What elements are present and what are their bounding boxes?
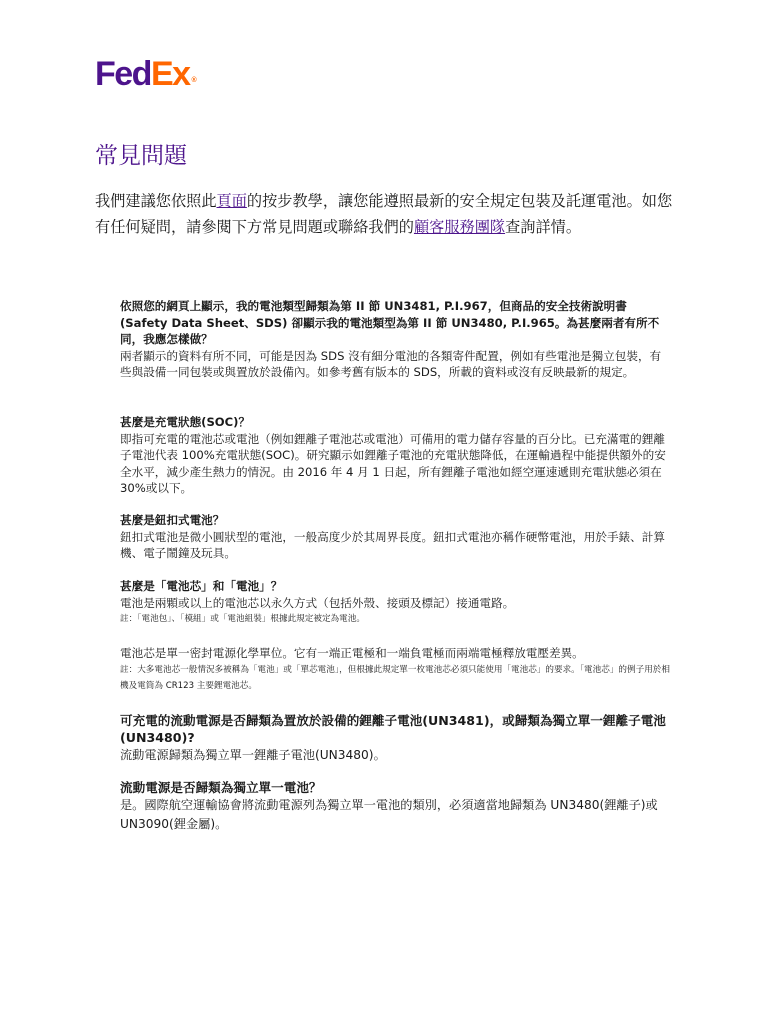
faq-note: 註：「電池包」、「模組」或「電池組裝」根據此規定被定為電池。 [120,614,365,624]
faq-note: 註：大多電池芯一般情況多被稱為「電池」或「單芯電池」，但根據此規定單一枚電池芯必須只能使用「電池芯」的要求。「電池芯」的例子用於相機及電筒為 CR123 主要鋰電池芯。 [120,664,670,691]
faq-question: 甚麼是鈕扣式電池？ [120,513,225,527]
faq-answer: 流動電源歸類為獨立單一鋰離子電池(UN3480)。 [120,748,386,762]
faq-item-power-bank-single [120,779,672,833]
faq-question: 可充電的流動電源是否歸類為置放於設備的鋰離子電池(UN3481)，或歸類為獨立單一鋰離子電池(UN3480)? [120,713,666,745]
faq-question: 甚麼是「電池芯」和「電池」？ [120,579,283,593]
faq-question: 流動電源是否歸類為獨立單一電池？ [120,780,322,795]
faq-answer: 電池芯是單一密封電源化學單位。它有一端正電極和一端負電極而兩端電極釋放電壓差異。 [120,646,584,660]
intro-paragraph: 我們建議您依照此頁面的按步教學，讓您能遵照最新的安全規定包裝及託運電池。如您有任何疑問，請參閱下方常見問題或聯絡我們的顧客服務團隊查詢詳情。 [95,192,673,236]
page-title: 常見問題 [95,143,187,169]
faq-question: 甚麼是充電狀態(SOC)？ [120,415,251,429]
faq-item-button-cell [120,512,672,562]
faq-answer: 兩者顯示的資料有所不同，可能是因為 SDS 沒有細分電池的各類寄件配置，例如有些電池是獨立包裝，有些與設備一同包裝或與置放於設備內。如參考舊有版本的 SDS，所載的資料或沒有反映最新的規定。 [120,348,662,379]
faq-answer: 是。國際航空運輸協會將流動電源列為獨立單一電池的類別，必須適當地歸類為 UN3480(鋰離子)或 UN3090(鋰金屬)。 [120,798,658,831]
faq-answer: 即指可充電的電池芯或電池（例如鋰離子電池芯或電池）可備用的電力儲存容量的百分比。已充滿電的鋰離子電池代表 100%充電狀態(SOC)。研究顯示如鋰離子電池的充電狀態降低，在運輸過程中能提供額外的安全水平，減少產生熱力的情況。由 2016 年 4 月 1 日起，所有鋰離子電池如經空運速遞則充電狀態必須在 30%或以下。 [120,431,666,495]
faq-item-soc [120,414,672,497]
faq-answer: 電池是兩顆或以上的電池芯以永久方式（包括外殼、接頭及標記）接通電路。 [120,595,515,610]
page-link[interactable]: 頁面 [216,192,247,210]
faq-item-cell-vs-battery [120,578,672,627]
faq-item-sds [120,298,672,381]
customer-service-link[interactable]: 顧客服務團隊 [413,218,506,236]
faq-answer: 鈕扣式電池是微小圓狀型的電池，一般高度少於其周界長度。鈕扣式電池亦稱作硬幣電池，用於手錶、計算機、電子鬧鐘及玩具。 [120,529,665,560]
faq-item-power-bank-class [120,712,672,765]
faq-question: 依照您的網頁上顯示，我的電池類型歸類為第 II 節 UN3481, P.I.967，但商品的安全技術說明書(Safety Data Sheet、SDS) 卻顯示我的電池類型為第 II 節 UN3480, P.I.965。為甚麼兩者有所不同，我應怎樣做？ [120,299,660,346]
fedex-logo: FedEx ® [95,55,197,93]
faq-item-cell-definition [120,645,672,694]
